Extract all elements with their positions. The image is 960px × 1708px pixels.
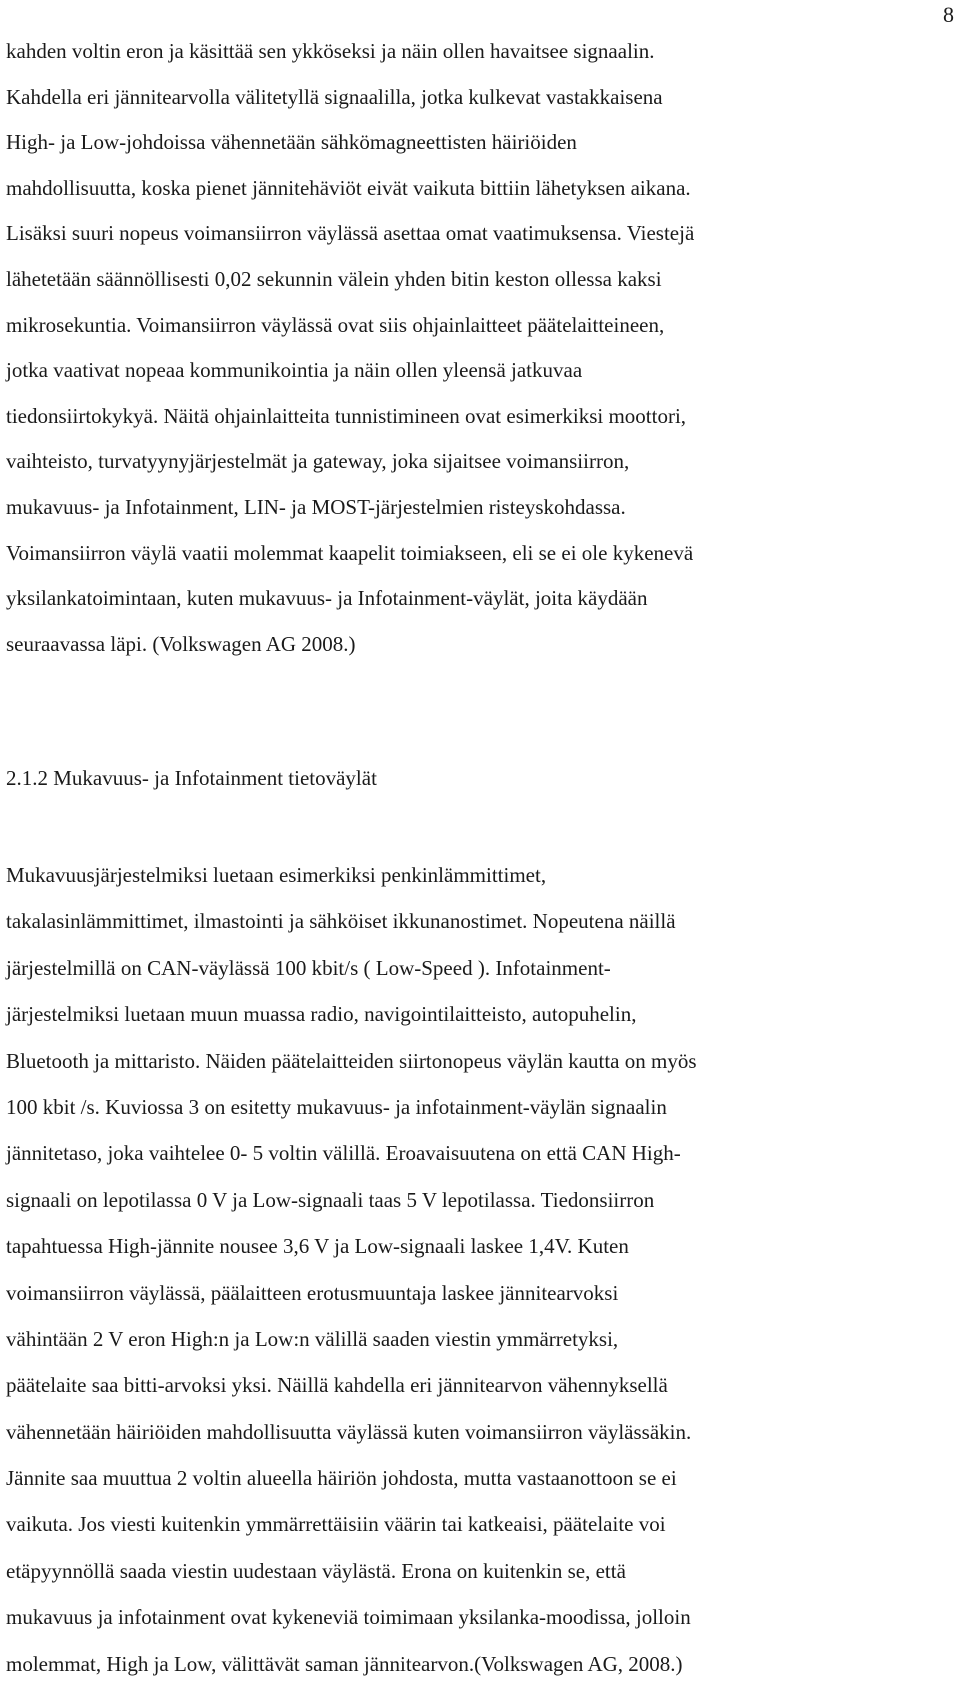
text-line: jännitetaso, joka vaihtelee 0- 5 voltin välillä. Eroavaisuutena on että CAN High-	[6, 1141, 681, 1166]
text-line: mikrosekuntia. Voimansiirron väylässä ovat siis ohjainlaitteet päätelaitteineen,	[6, 312, 665, 337]
text-line: vähennetään häiriöiden mahdollisuutta väylässä kuten voimansiirron väylässäkin.	[6, 1419, 692, 1444]
text-line: kahden voltin eron ja käsittää sen ykköseksi ja näin ollen havaitsee signaalin.	[6, 39, 655, 63]
text-line: voimansiirron väylässä, päälaitteen erotusmuuntaja laskee jännitearvoksi	[6, 1280, 619, 1305]
text-line: järjestelmillä on CAN-väylässä 100 kbit/s ( Low-Speed ). Infotainment-	[6, 955, 611, 980]
text-line: mukavuus ja infotainment ovat kykeneviä toimimaan yksilanka-moodissa, jolloin	[6, 1605, 691, 1630]
page-number: 8	[943, 2, 954, 27]
text-line: 100 kbit /s. Kuviossa 3 on esitetty mukavuus- ja infotainment-väylän signaalin	[6, 1094, 667, 1119]
text-line: lähetetään säännöllisesti 0,02 sekunnin välein yhden bitin keston ollessa kaksi	[6, 266, 662, 291]
text-line: jotka vaativat nopeaa kommunikointia ja näin ollen yleensä jatkuvaa	[6, 358, 583, 383]
body-paragraph-1	[6, 29, 956, 667]
text-line: Voimansiirron väylä vaatii molemmat kaapelit toimiakseen, eli se ei ole kykenevä	[6, 540, 694, 565]
text-line: signaali on lepotilassa 0 V ja Low-signaali taas 5 V lepotilassa. Tiedonsiirron	[6, 1187, 655, 1212]
section-heading	[6, 758, 956, 798]
text-line: High- ja Low-johdoissa vähennetään sähkömagneettisten häiriöiden	[6, 130, 577, 155]
text-line: Mukavuusjärjestelmiksi luetaan esimerkiksi penkinlämmittimet,	[6, 863, 547, 887]
body-paragraph-2	[6, 852, 956, 1687]
text-line: etäpyynnöllä saada viestin uudestaan väylästä. Erona on kuitenkin se, että	[6, 1558, 626, 1583]
text-line: vaikuta. Jos viesti kuitenkin ymmärrettäisiin väärin tai katkeaisi, päätelaite voi	[6, 1512, 666, 1537]
section-heading-text: 2.1.2 Mukavuus- ja Infotainment tietoväylät	[6, 766, 377, 790]
text-line: päätelaite saa bitti-arvoksi yksi. Näillä kahdella eri jännitearvon vähennyksellä	[6, 1373, 668, 1398]
text-line: yksilankatoimintaan, kuten mukavuus- ja Infotainment-väylät, joita käydään	[6, 586, 648, 611]
text-line: seuraavassa läpi. (Volkswagen AG 2008.)	[6, 631, 356, 656]
text-line: mahdollisuutta, koska pienet jännitehäviöt eivät vaikuta bittiin lähetyksen aikana.	[6, 175, 691, 200]
text-line: järjestelmiksi luetaan muun muassa radio, navigointilaitteisto, autopuhelin,	[6, 1002, 637, 1027]
text-line: Kahdella eri jännitearvolla välitetyllä signaalilla, jotka kulkevat vastakkaisena	[6, 84, 663, 109]
text-line: tapahtuessa High-jännite nousee 3,6 V ja Low-signaali laskee 1,4V. Kuten	[6, 1234, 629, 1259]
text-line: mukavuus- ja Infotainment, LIN- ja MOST-järjestelmien risteyskohdassa.	[6, 494, 626, 519]
text-line: takalasinlämmittimet, ilmastointi ja sähköiset ikkunanostimet. Nopeutena näillä	[6, 909, 676, 934]
text-line: Jännite saa muuttua 2 voltin alueella häiriön johdosta, mutta vastaanottoon se ei	[6, 1466, 677, 1491]
text-line: vähintään 2 V eron High:n ja Low:n välillä saaden viestin ymmärretyksi,	[6, 1326, 619, 1351]
text-line: molemmat, High ja Low, välittävät saman jännitearvon.(Volkswagen AG, 2008.)	[6, 1651, 683, 1676]
text-line: Bluetooth ja mittaristo. Näiden päätelaitteiden siirtonopeus väylän kautta on myös	[6, 1048, 697, 1073]
text-line: tiedonsiirtokykyä. Näitä ohjainlaitteita tunnistimineen ovat esimerkiksi moottori,	[6, 403, 687, 428]
text-line: Lisäksi suuri nopeus voimansiirron väylässä asettaa omat vaatimuksensa. Viestejä	[6, 221, 695, 246]
text-line: vaihteisto, turvatyynyjärjestelmät ja gateway, joka sijaitsee voimansiirron,	[6, 449, 630, 474]
